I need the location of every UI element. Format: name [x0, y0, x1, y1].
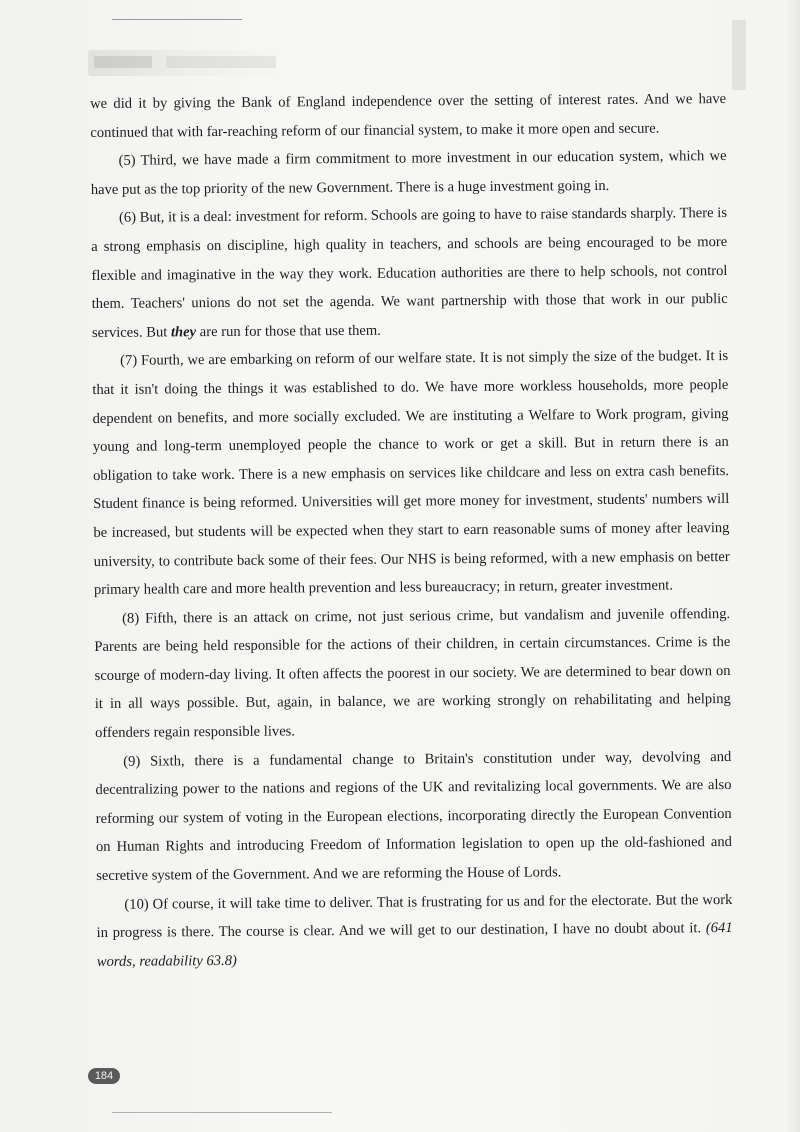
paragraph-6-emphasis: they: [170, 323, 197, 341]
top-rule: [112, 19, 242, 20]
page-edge-shadow: [786, 0, 800, 1132]
page-number: 184: [88, 1068, 120, 1084]
paragraph-6-text-a: (6) But, it is a deal: investment for reform. Schools are going to have to raise standards sharply. There is a strong emphasis on discipline, high quality in teachers, and schools are being encouraged to be more flexible and imaginative in the way they work. Education authorities are there to help schools, not control them. Teachers' unions do not set the agenda. We want partnership with those that work in our public services. But: [91, 205, 728, 341]
paragraph-10-text: (10) Of course, it will take time to deliver. That is frustrating for us and for the electorate. But the work in progress is there. The course is clear. And we will get to our destination, I have no doubt about it.: [96, 891, 733, 942]
body-text: [90, 85, 733, 976]
word-count-note: (641 words, readability 63.8): [96, 920, 733, 970]
paragraph-6-text-b: are run for those that use them.: [196, 322, 381, 340]
paragraph-5: (5) Third, we have made a firm commitment to more investment in our education system, which we have put as the top priority of the new Government. There is a huge investment going in.: [90, 148, 727, 198]
page-edge-tab: [732, 20, 746, 90]
paragraph-7: (7) Fourth, we are embarking on reform of our welfare state. It is not simply the size of the budget. It is that it isn't doing the things it was established to do. We have more workless households, more people dependent on benefits, and more socially excluded. We are instituting a Welfare to Work program, giving young and long-term unemployed people the chance to work or get a skill. But in return there is an obligation to take work. There is a new emphasis on services like childcare and less on extra cash benefits. Student finance is being reformed. Universities will get more money for investment, students' numbers will be increased, but students will be expected when they start to earn reasonable sums of money after leaving university, to contribute back some of their fees. Our NHS is being reformed, with a new emphasis on better primary health care and more health prevention and less bureaucracy; in return, greater investment.: [92, 348, 730, 599]
paragraph-10: [96, 886, 733, 977]
paragraph-8: (8) Fifth, there is an attack on crime, not just serious crime, but vandalism and juvenile offending. Parents are being held responsible for the actions of their children, in certain circumstances. Crime is the scourge of modern-day living. It often affects the poorest in our society. We are determined to bear down on it in all ways possible. But, again, in balance, we are working strongly on rehabilitating and helping offenders regain responsible lives.: [94, 605, 731, 742]
bottom-rule: [112, 1112, 332, 1113]
paragraph-6: [91, 199, 728, 347]
paragraph-continued: we did it by giving the Bank of England independence over the setting of interest rates. And we have continued that with far-reaching reform of our financial system, to make it more open and secure.: [90, 91, 727, 141]
paragraph-9: (9) Sixth, there is a fundamental change to Britain's constitution under way, devolving and decentralizing power to the nations and regions of the UK and revitalizing local governments. We are also reforming our system of voting in the European elections, incorporating directly the European Convention on Human Rights and introducing Freedom of Information legislation to open up the old-fashioned and secretive system of the Government. And we are reforming the House of Lords.: [95, 748, 732, 885]
running-header: [88, 50, 288, 76]
